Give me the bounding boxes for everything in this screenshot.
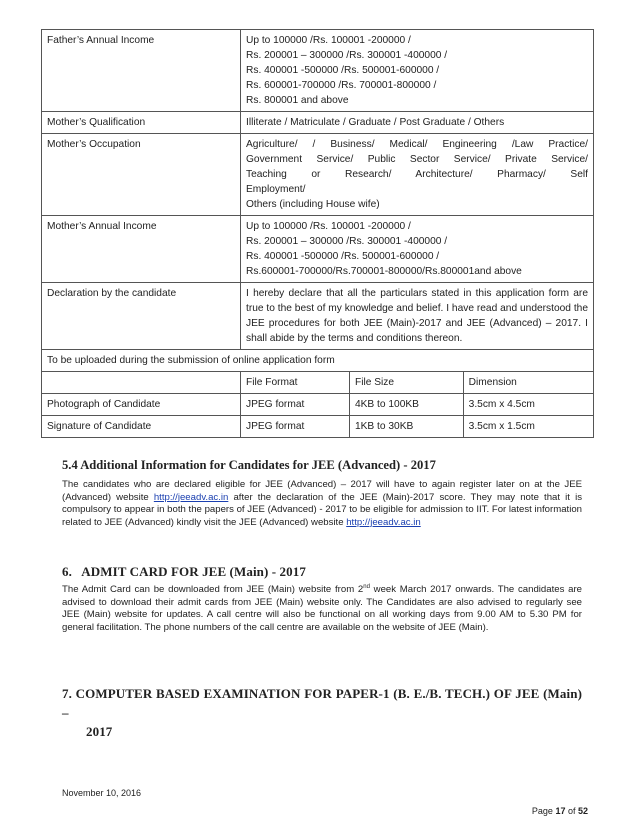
declaration-label: Declaration by the candidate xyxy=(42,283,241,350)
section-7-heading xyxy=(62,684,582,741)
table-row xyxy=(42,30,594,112)
section-6-heading-text: 6. ADMIT CARD FOR JEE (Main) - 2017 xyxy=(62,564,306,579)
mother-occupation-line: Teaching or Research/ Architecture/ Pharmacy/ Self xyxy=(246,169,588,180)
table-row xyxy=(42,216,594,283)
column-header-dimension: Dimension xyxy=(463,372,593,394)
mother-occupation-label: Mother’s Occupation xyxy=(42,134,241,216)
mother-occupation-line: Agriculture/ / Business/ Medical/ Engineering /Law Practice/ xyxy=(246,139,588,150)
table-row xyxy=(42,134,594,216)
section-5-4-paragraph xyxy=(62,479,582,529)
mother-income-line: Rs.600001-700000/Rs.700001-800000/Rs.800001and above xyxy=(246,266,522,277)
mother-occupation-value xyxy=(241,134,594,216)
section-6-text: week March 2017 onwards. The candidates are advised to download their admit cards from JEE (Main) website only. The Candidates are also advised to regularly see JEE (Main) website for updates. A call centre will also be functional on all working days from 9.00 AM to 5.30 PM for general facilitation. The phone numbers of the call centre are available on the website of JEE (Main). xyxy=(62,584,582,633)
column-header-file-format: File Format xyxy=(241,372,350,394)
column-header-file-size: File Size xyxy=(349,372,463,394)
section-7-heading-line: 7. COMPUTER BASED EXAMINATION FOR PAPER-1 (B. E./B. TECH.) OF JEE (Main) – xyxy=(62,686,582,720)
mother-occupation-line: Employment/ xyxy=(246,184,306,195)
father-income-line: Rs. 200001 – 300000 /Rs. 300001 -400000 / xyxy=(246,50,448,61)
section-6-text: The Admit Card can be downloaded from JEE (Main) website from 2 xyxy=(62,584,364,595)
upload-size: 4KB to 100KB xyxy=(349,394,463,416)
father-income-value xyxy=(241,30,594,112)
upload-size: 1KB to 30KB xyxy=(349,416,463,438)
upload-header-empty xyxy=(42,372,241,394)
footer-page-number xyxy=(532,806,588,816)
declaration-text: I hereby declare that all the particulars stated in this application form are true to the best of my knowledge and belief. I have read and understood the JEE procedures for both JEE (Main)-2017 and JEE (Advanced) – 2017. I shall abide by the terms and conditions thereon. xyxy=(241,283,594,350)
father-income-line: Up to 100000 /Rs. 100001 -200000 / xyxy=(246,35,411,46)
mother-income-value xyxy=(241,216,594,283)
upload-format: JPEG format xyxy=(241,416,350,438)
upload-heading: To be uploaded during the submission of online application form xyxy=(42,350,594,372)
table-row xyxy=(42,112,594,134)
table-row xyxy=(42,350,594,372)
table-row xyxy=(42,394,594,416)
mother-income-line: Rs. 400001 -500000 /Rs. 500001-600000 / xyxy=(246,251,440,262)
section-5-4-text: The candidates who are declared eligible for JEE (Advanced) – 2017 will have to again register later on at the JEE (Advanced) website xyxy=(62,479,582,503)
mother-occupation-line: Government Service/ Public Sector Service/ Private Service/ xyxy=(246,154,588,165)
father-income-line: Rs. 400001 -500000 /Rs. 500001-600000 / xyxy=(246,65,440,76)
section-5-4-heading: 5.4 Additional Information for Candidates for JEE (Advanced) - 2017 xyxy=(62,458,436,472)
mother-income-label: Mother’s Annual Income xyxy=(42,216,241,283)
upload-dimension: 3.5cm x 4.5cm xyxy=(463,394,593,416)
mother-income-line: Up to 100000 /Rs. 100001 -200000 / xyxy=(246,221,411,232)
section-7-heading-line: 2017 xyxy=(86,724,113,739)
jeeadv-link[interactable]: http://jeeadv.ac.in xyxy=(153,491,229,503)
mother-income-line: Rs. 200001 – 300000 /Rs. 300001 -400000 / xyxy=(246,236,448,247)
section-6-heading xyxy=(62,564,582,580)
footer-date: November 10, 2016 xyxy=(62,788,142,798)
upload-item: Signature of Candidate xyxy=(42,416,241,438)
table-header-row xyxy=(42,372,594,394)
father-income-line: Rs. 800001 and above xyxy=(246,95,349,106)
section-6-paragraph xyxy=(62,584,582,634)
page-number: 17 xyxy=(555,806,566,816)
mother-qualification-value: Illiterate / Matriculate / Graduate / Post Graduate / Others xyxy=(241,112,594,134)
mother-occupation-line: Others (including House wife) xyxy=(246,199,380,210)
page-total: 52 xyxy=(577,806,588,816)
mother-qualification-label: Mother’s Qualification xyxy=(42,112,241,134)
father-income-label: Father’s Annual Income xyxy=(42,30,241,112)
application-details-table xyxy=(41,29,594,438)
upload-item: Photograph of Candidate xyxy=(42,394,241,416)
table-row xyxy=(42,416,594,438)
upload-format: JPEG format xyxy=(241,394,350,416)
page-prefix: Page xyxy=(531,806,556,816)
ordinal-suffix: nd xyxy=(363,583,370,590)
upload-dimension: 3.5cm x 1.5cm xyxy=(463,416,593,438)
section-5-4-text: after the declaration of the JEE (Main)-2017 score. They may note that it is compulsory to appear in both the papers of JEE (Advanced) - 2017 to be eligible for admission to IIT. For latest information related to JEE (Advanced) kindly visit the JEE (Advanced) website xyxy=(62,491,582,528)
father-income-line: Rs. 600001-700000 /Rs. 700001-800000 / xyxy=(246,80,437,91)
jeeadv-link[interactable]: http://jeeadv.ac.in xyxy=(346,516,421,528)
page-of: of xyxy=(565,806,578,816)
table-row xyxy=(42,283,594,350)
